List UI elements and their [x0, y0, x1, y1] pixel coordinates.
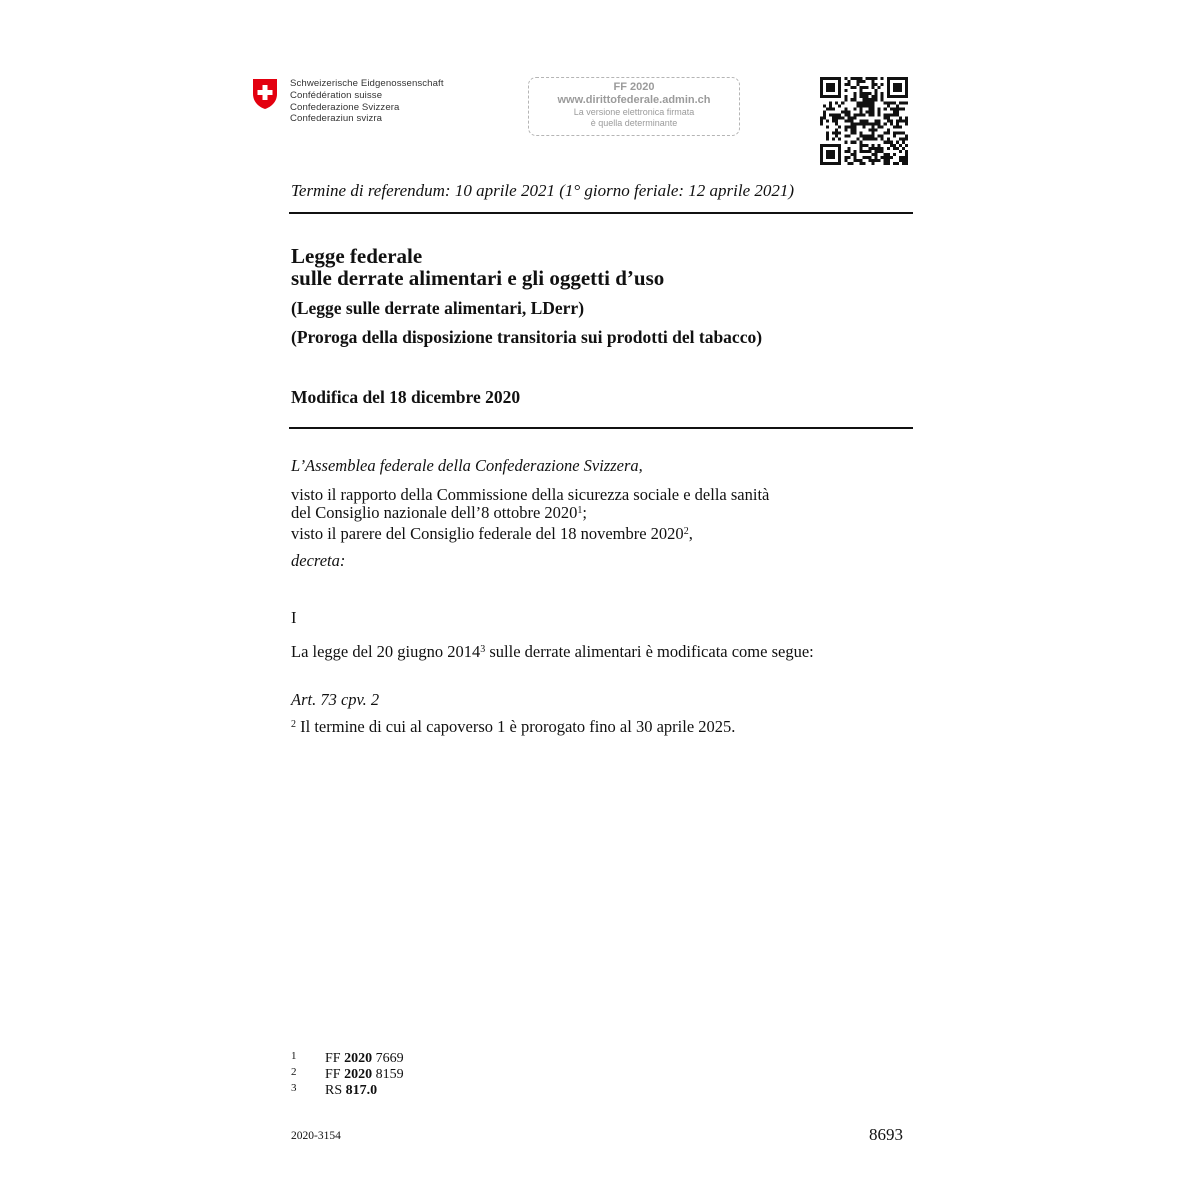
swiss-flag-icon	[252, 78, 278, 110]
page-number: 8693	[869, 1125, 903, 1144]
section-intro	[291, 643, 814, 661]
footnote-prefix: FF	[325, 1067, 345, 1082]
referendum-deadline: Termine di referendum: 10 aprile 2021 (1° giorno feriale: 12 aprile 2021)	[291, 181, 795, 200]
footnote-number: 2	[291, 1066, 297, 1078]
footnote-number: 1	[291, 1050, 297, 1062]
law-title-line-1: Legge federale	[291, 244, 423, 268]
confederation-name-rm: Confederaziun svizra	[290, 113, 383, 125]
section-intro-a: La legge del 20 giugno 2014	[291, 642, 481, 661]
footnote-ref-1: 1	[577, 505, 583, 516]
header-rule	[289, 212, 913, 214]
footnote-prefix: RS	[325, 1083, 346, 1098]
law-title	[291, 245, 664, 289]
footnote-bold: 2020	[344, 1067, 373, 1082]
footnote-ref-2: 2	[683, 526, 689, 537]
section-intro-b: sulle derrate alimentari è modificata come segue:	[485, 642, 814, 661]
amendment-date: Modifica del 18 dicembre 2020	[291, 387, 521, 407]
confederation-name-fr: Confédération suisse	[290, 89, 383, 101]
preamble-line-3-end: ,	[688, 524, 693, 543]
law-subject: (Proroga della disposizione transitoria sui prodotti del tabacco)	[291, 327, 763, 347]
stamp-issue: FF 2020	[613, 81, 655, 93]
stamp-url: www.dirittofederale.admin.ch	[557, 94, 711, 106]
confederation-name-it: Confederazione Svizzera	[290, 101, 400, 113]
footnote-bold: 817.0	[345, 1083, 378, 1098]
qr-code-icon	[820, 77, 908, 165]
footnote-number: 3	[291, 1082, 297, 1094]
preamble-line-1: visto il rapporto della Commissione della sicurezza sociale e della sanità	[291, 485, 770, 504]
preamble-line-2-text: del Consiglio nazionale dell’8 ottobre 2020	[291, 503, 578, 522]
footnote-prefix: FF	[325, 1051, 345, 1066]
footnote-bold: 2020	[344, 1051, 373, 1066]
title-rule	[289, 427, 913, 429]
law-title-line-2: sulle derrate alimentari e gli oggetti d’uso	[291, 266, 665, 290]
preamble-line-3	[291, 525, 693, 543]
footnote-ref-3: 3	[480, 644, 486, 655]
footnote-suffix: 7669	[372, 1051, 404, 1066]
preamble-line-2-end: ;	[582, 503, 587, 522]
confederation-name-de: Schweizerische Eidgenossenschaft	[290, 78, 444, 89]
document-id: 2020-3154	[291, 1130, 341, 1142]
section-numeral: I	[291, 608, 297, 627]
footnote	[291, 1080, 377, 1099]
stamp-note-1: La versione elettronica firmata	[573, 107, 695, 117]
stamp-note-2: è quella determinante	[590, 118, 678, 128]
footnote-suffix: 8159	[372, 1067, 404, 1082]
electronic-signature-stamp	[528, 77, 740, 136]
article-heading: Art. 73 cpv. 2	[291, 690, 380, 709]
preamble-assembly: L’Assemblea federale della Confederazione Svizzera,	[291, 456, 643, 475]
article-paragraph-text: Il termine di cui al capoverso 1 è prorogato fino al 30 aprile 2025.	[296, 717, 736, 736]
confederation-names	[290, 78, 444, 125]
preamble-line-2	[291, 504, 587, 522]
article-paragraph	[291, 718, 735, 736]
law-short-title: (Legge sulle derrate alimentari, LDerr)	[291, 298, 585, 318]
decree: decreta:	[291, 551, 346, 570]
preamble-line-3-text: visto il parere del Consiglio federale del 18 novembre 2020	[291, 524, 684, 543]
paragraph-number: 2	[291, 719, 296, 730]
